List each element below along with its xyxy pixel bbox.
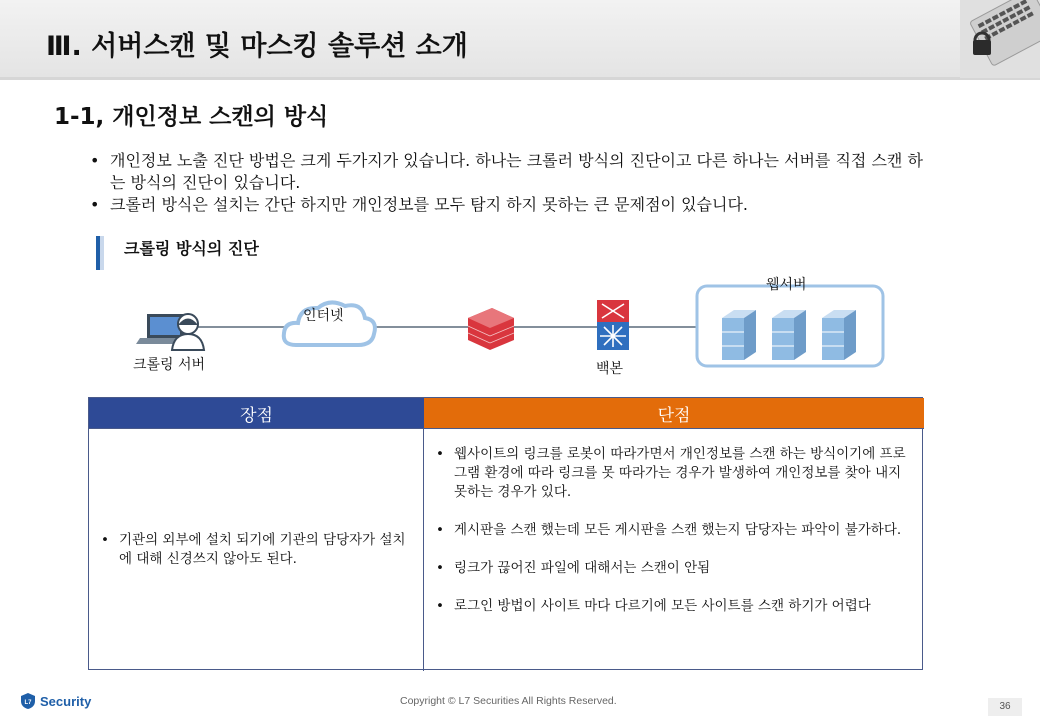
svg-text:L7: L7 (24, 700, 32, 706)
firewall-icon (468, 308, 514, 350)
pros-cons-table (88, 397, 923, 670)
subsection-accent-bar (96, 236, 104, 270)
internet-label: 인터넷 (303, 308, 344, 324)
laptop-lock-icon (960, 0, 1040, 78)
cons-item: • 링크가 끊어진 파일에 대해서는 스캔이 안됨 (436, 559, 910, 578)
pros-header: 장점 (89, 398, 424, 428)
webserver-label: 웹서버 (766, 277, 807, 293)
cons-item: • 웹사이트의 링크를 로봇이 따라가면서 개인정보를 스캔 하는 방식이기에 프로그램 환경에 따라 링크를 못 따라가는 경우가 발생하여 개인정보를 찾아 내지 못하는 경우가 있다. (436, 445, 910, 502)
intro-bullet: • 크롤러 방식은 설치는 간단 하지만 개인정보를 모두 탐지 하지 못하는 큰 문제점이 있습니다. (90, 194, 930, 216)
copyright-text: Copyright © L7 Securities All Rights Reserved. (400, 695, 617, 707)
subsection-title: 크롤링 방식의 진단 (124, 239, 259, 258)
crawler-server-icon (136, 314, 204, 350)
cons-item: • 게시판을 스캔 했는데 모든 게시판을 스캔 했는지 담당자는 파악이 불가하다. (436, 521, 910, 540)
pros-cell (89, 428, 424, 671)
server-icon (772, 310, 806, 360)
subsection-header (96, 236, 259, 270)
cons-cell (424, 428, 924, 671)
logo-text: Security (40, 693, 92, 709)
intro-bullet: • 개인정보 노출 진단 방법은 크게 두가지가 있습니다. 하나는 크롤러 방식의 진단이고 다른 하나는 서버를 직접 스캔 하는 방식의 진단이 있습니다. (90, 150, 930, 194)
crawling-diagram (0, 270, 1040, 390)
pros-item: • 기관의 외부에 설치 되기에 기관의 담당자가 설치에 대해 신경쓰지 않아도 된다. (101, 531, 411, 569)
crawler-server-label: 크롤링 서버 (133, 357, 206, 373)
cons-item: • 로그인 방법이 사이트 마다 다르기에 모든 사이트를 스캔 하기가 어렵다 (436, 597, 910, 616)
backbone-label: 백본 (596, 361, 624, 377)
company-logo (20, 692, 91, 710)
cons-header: 단점 (424, 398, 924, 428)
server-icon (822, 310, 856, 360)
backbone-switch-icon (597, 300, 629, 350)
page-header (0, 0, 1040, 80)
intro-bullets (90, 150, 930, 216)
page-title: Ⅲ. 서버스캔 및 마스킹 솔루션 소개 (46, 31, 468, 62)
shield-logo-icon (20, 692, 36, 710)
page-number: 36 (988, 698, 1022, 716)
section-title: 1-1, 개인정보 스캔의 방식 (54, 104, 329, 130)
server-icon (722, 310, 756, 360)
